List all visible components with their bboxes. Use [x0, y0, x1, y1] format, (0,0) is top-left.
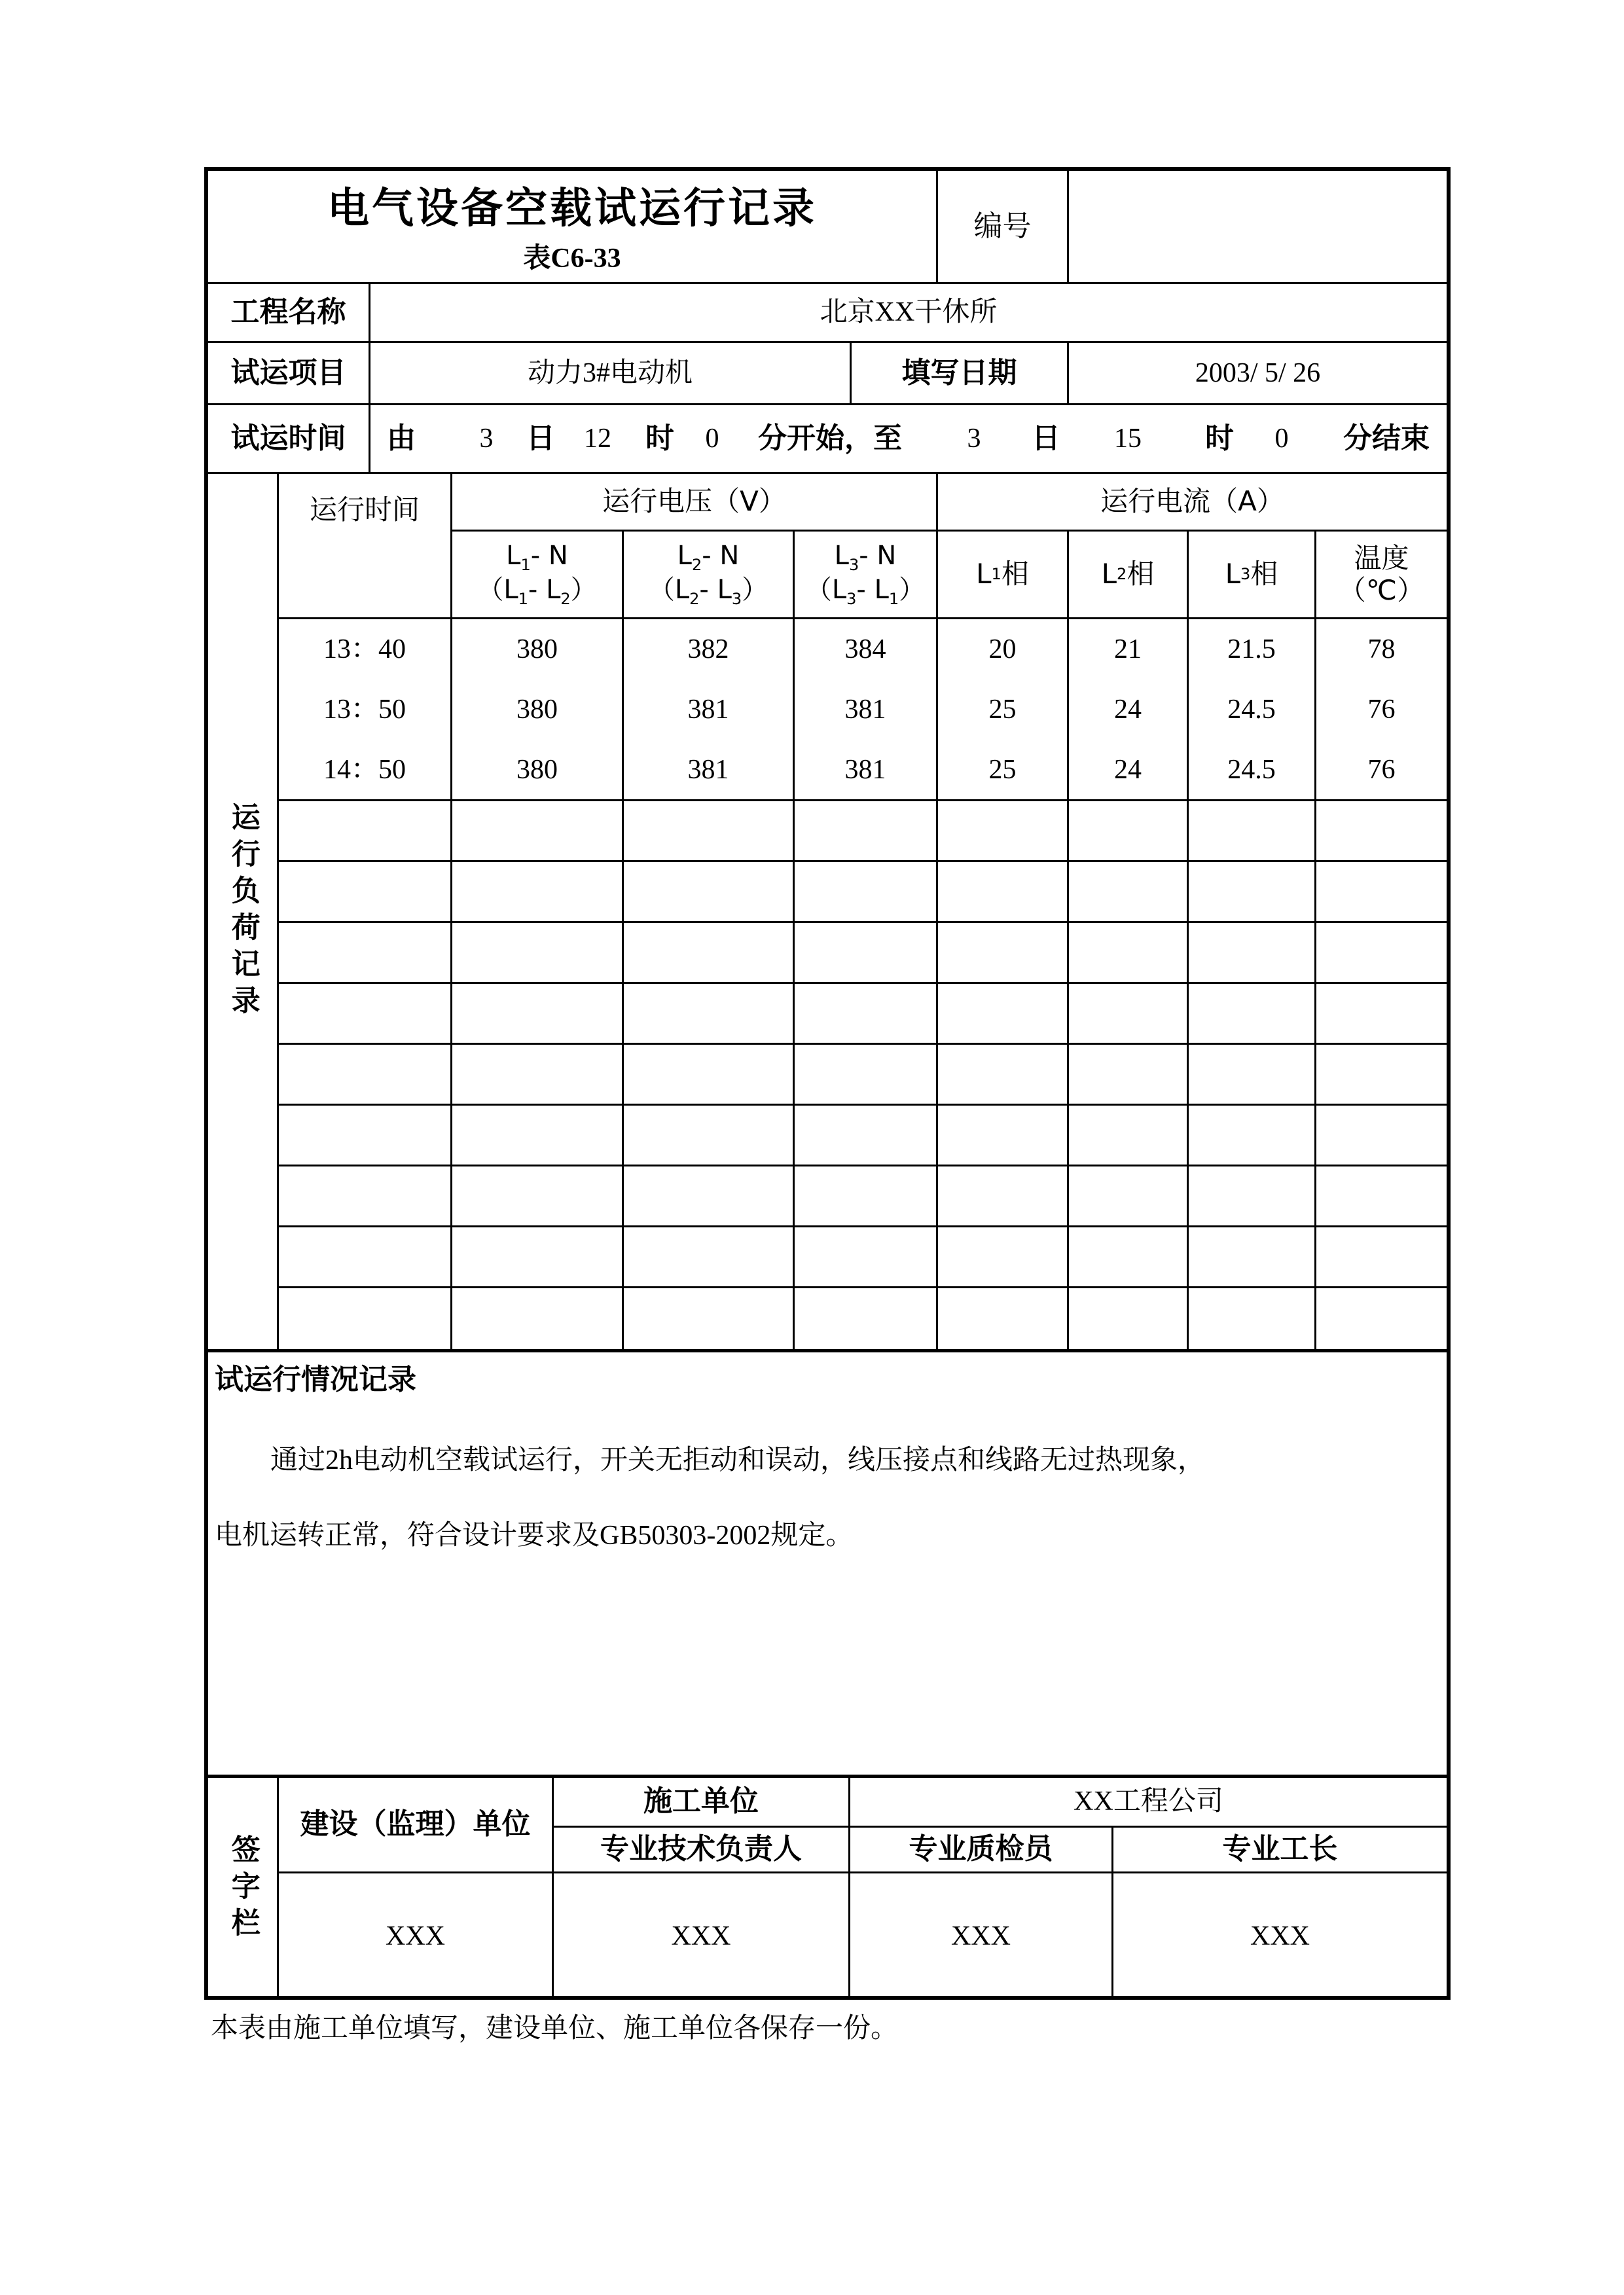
table-cell[interactable]: 382 — [687, 634, 729, 664]
to-hour[interactable]: 15 — [1114, 423, 1142, 454]
table-cell[interactable]: 380 — [516, 634, 558, 664]
current-col-l3: L 3 相 — [1225, 558, 1278, 590]
form-title: 电气设备空载试运行记录 — [327, 185, 817, 234]
voltage-col-l2-n: $L_2-$ N （$L_2-$ $L_3$） — [648, 540, 768, 608]
temperature-col: 温度 （℃） — [1338, 542, 1425, 606]
foreman-label: 专业工长 — [1222, 1832, 1338, 1866]
table-cell[interactable]: 381 — [687, 694, 729, 725]
contractor-label: 施工单位 — [643, 1784, 759, 1818]
remarks-line-1[interactable]: 通过2h电动机空载试运行，开关无拒动和误动，线压接点和线路无过热现象， — [270, 1445, 1206, 1475]
table-cell[interactable]: 20 — [988, 634, 1017, 664]
start-label: 分开始，至 — [758, 421, 902, 455]
row-time-cell[interactable]: 13：50 — [323, 694, 406, 725]
foreman-signature[interactable]: XXX — [1250, 1921, 1310, 1952]
grid-line — [277, 1165, 1447, 1166]
to-minute[interactable]: 0 — [1274, 423, 1289, 454]
grid-line — [277, 1104, 1447, 1106]
table-cell[interactable]: 380 — [516, 754, 558, 785]
grid-line — [277, 860, 1447, 862]
load-record-side-label: 运行负荷记录 — [226, 801, 260, 1022]
col-run-time: 运行时间 — [309, 493, 420, 526]
grid-line — [277, 1225, 1447, 1227]
table-cell[interactable]: 24 — [1114, 754, 1142, 785]
remarks-line-2[interactable]: 电机运转正常，符合设计要求及GB50303-2002规定。 — [215, 1520, 854, 1551]
table-cell[interactable]: 25 — [988, 694, 1017, 725]
fill-date-label: 填写日期 — [901, 355, 1017, 389]
tech-lead-label: 专业技术负责人 — [600, 1832, 802, 1866]
from-label: 由 — [387, 421, 416, 455]
table-cell[interactable]: 381 — [844, 754, 886, 785]
serial-number-label: 编号 — [973, 209, 1032, 243]
grid-line — [208, 1349, 1447, 1352]
grid-line — [277, 1043, 1447, 1045]
table-cell[interactable]: 21 — [1114, 634, 1142, 664]
table-cell[interactable]: 21.5 — [1227, 634, 1276, 664]
from-hour[interactable]: 12 — [584, 423, 611, 454]
table-cell[interactable]: 381 — [687, 754, 729, 785]
table-cell[interactable]: 24 — [1114, 694, 1142, 725]
table-cell[interactable]: 78 — [1367, 634, 1396, 664]
serial-number-value[interactable] — [1069, 171, 1447, 282]
record-form — [204, 167, 1451, 2000]
table-cell[interactable]: 384 — [844, 634, 886, 664]
day-label: 日 — [1032, 421, 1060, 455]
hour-label: 时 — [1205, 421, 1234, 455]
tech-lead-signature[interactable]: XXX — [671, 1921, 731, 1952]
grid-line — [277, 982, 1447, 984]
footer-note: 本表由施工单位填写，建设单位、施工单位各保存一份。 — [211, 2014, 899, 2044]
from-minute[interactable]: 0 — [705, 423, 719, 454]
qc-signature[interactable]: XXX — [951, 1921, 1011, 1952]
qc-label: 专业质检员 — [909, 1832, 1053, 1866]
voltage-col-l3-n: $L_3-$ N （$L_3-$ $L_1$） — [805, 540, 926, 608]
table-cell[interactable]: 24.5 — [1227, 754, 1276, 785]
from-day[interactable]: 3 — [479, 423, 494, 454]
contractor-value[interactable]: XX工程公司 — [1074, 1786, 1223, 1817]
table-cell[interactable]: 76 — [1367, 754, 1396, 785]
signature-side-label: 签字栏 — [226, 1834, 260, 1944]
table-cell[interactable]: 24.5 — [1227, 694, 1276, 725]
grid-line — [277, 921, 1447, 923]
current-group-header: 运行电流（A） — [1100, 485, 1284, 518]
table-cell[interactable]: 380 — [516, 694, 558, 725]
project-name-value[interactable]: 北京XX干休所 — [820, 297, 998, 328]
form-number: 表C6-33 — [523, 243, 621, 274]
row-time-cell[interactable]: 14：50 — [323, 754, 406, 785]
hour-label: 时 — [645, 421, 674, 455]
owner-label: 建设（监理）单位 — [300, 1807, 531, 1841]
remarks-label: 试运行情况记录 — [215, 1362, 416, 1396]
project-name-label: 工程名称 — [230, 295, 346, 329]
owner-signature[interactable]: XXX — [386, 1921, 445, 1952]
test-time-label: 试运时间 — [230, 421, 346, 455]
day-label: 日 — [526, 421, 555, 455]
test-item-label: 试运项目 — [230, 355, 346, 389]
fill-date-value[interactable]: 2003/ 5/ 26 — [1195, 357, 1321, 388]
table-cell[interactable]: 76 — [1367, 694, 1396, 725]
voltage-group-header: 运行电压（V） — [602, 485, 786, 518]
end-label: 分结束 — [1343, 421, 1430, 455]
grid-line — [277, 1286, 1447, 1288]
current-col-l1: L 1 相 — [976, 558, 1029, 590]
grid-line — [277, 472, 279, 1349]
row-time-cell[interactable]: 13：40 — [323, 634, 406, 664]
voltage-col-l1-n: $L_1-$ N （$L_1-$ $L_2$） — [477, 540, 597, 608]
current-col-l2: L 2 相 — [1101, 558, 1155, 590]
table-cell[interactable]: 381 — [844, 694, 886, 725]
to-day[interactable]: 3 — [967, 423, 981, 454]
table-cell[interactable]: 25 — [988, 754, 1017, 785]
test-item-value[interactable]: 动力3#电动机 — [527, 357, 693, 388]
